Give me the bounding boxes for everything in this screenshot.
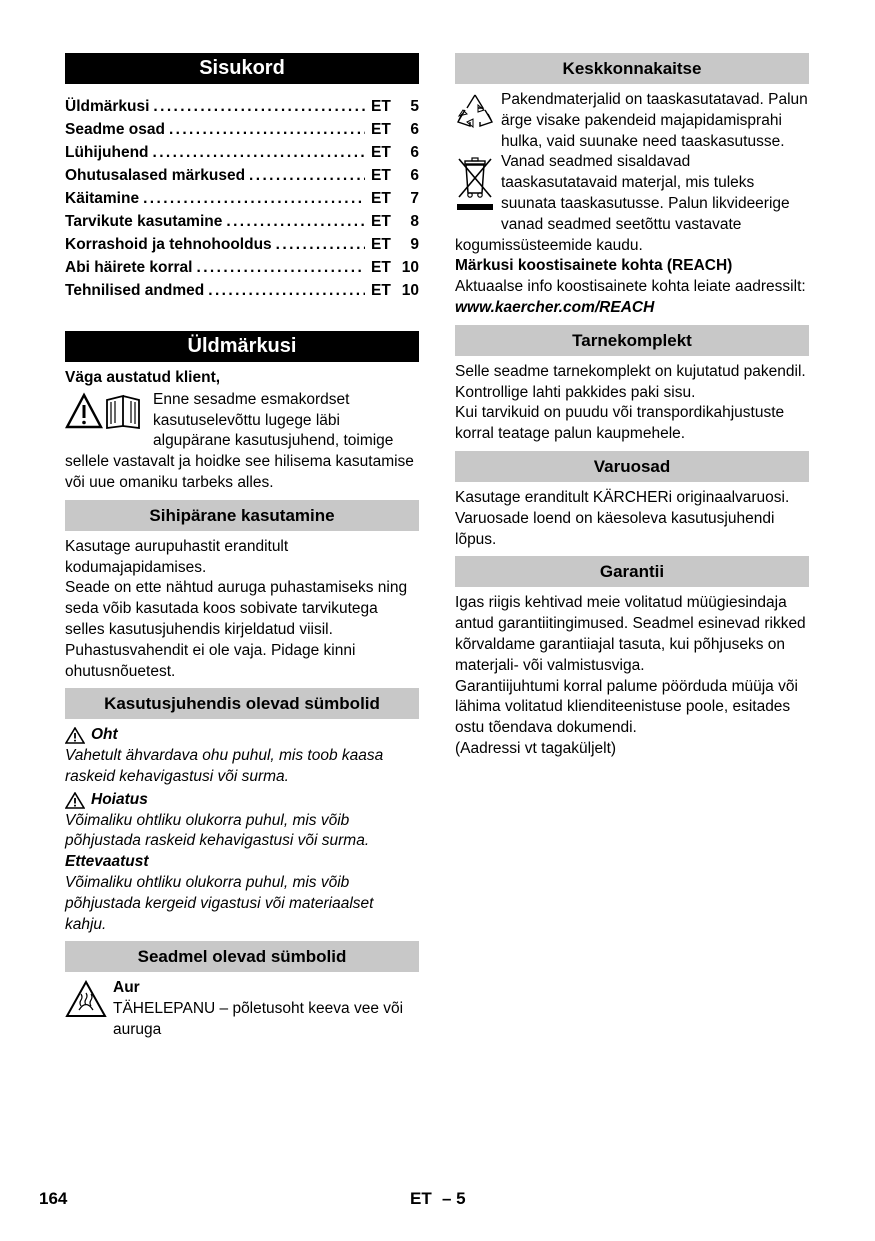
toc-title: Tarvikute kasutamine bbox=[65, 213, 223, 230]
danger-text: Vahetult ähvardava ohu puhul, mis toob kaasa raskeid kehavigastusi või surma. bbox=[65, 747, 384, 785]
toc-leader bbox=[165, 118, 365, 141]
spare-parts-text: Kasutage eranditult KÄRCHERi originaalvaruosi. Varuosade loend on käesoleva kasutusjuhendi lõpus. bbox=[455, 488, 790, 548]
general-text: Enne sesadme esmakordset kasutuselevõttu lugege läbi algupärane kasutusjuhend, toimige sellele vastavalt ja hoidke see hilisema kasutamise või uue omaniku tarbeks alles. bbox=[65, 390, 414, 491]
intended-use-heading: Sihipärane kasutamine bbox=[65, 500, 419, 531]
toc-row[interactable] bbox=[65, 233, 419, 256]
toc-row[interactable] bbox=[65, 164, 419, 187]
toc-leader bbox=[139, 187, 365, 210]
warning-manual-icon bbox=[65, 392, 145, 435]
toc-leader bbox=[204, 279, 365, 302]
toc-row[interactable] bbox=[65, 256, 419, 279]
delivery-heading: Tarnekomplekt bbox=[455, 325, 809, 356]
toc-row[interactable] bbox=[65, 95, 419, 118]
toc-lang: ET bbox=[371, 144, 391, 161]
intended-text-2: Seade on ette nähtud auruga puhastamiseks ning seda võib kasutada koos sobivate tarvikutega selles kasutusjuhendis kirjeldatud viisil. Puhastusvahendit ei ole vaja. Pidage kinni ohutusnõuetest. bbox=[65, 579, 408, 680]
warning-triangle-icon bbox=[65, 792, 85, 809]
steam-block bbox=[65, 978, 419, 1040]
caution-label: Ettevaatust bbox=[65, 853, 149, 871]
device-symbols-heading: Seadmel olevad sümbolid bbox=[65, 941, 419, 972]
warranty-text-1: Igas riigis kehtivad meie volitatud müügiesindaja antud garantiitingimused. Seadmel esinevad rikked kõrvaldame garantiiajal tasuta, kui põhjuseks on materjali- või valmistusviga. bbox=[455, 594, 806, 674]
warning-text: Võimaliku ohtliku olukorra puhul, mis võib põhjustada raskeid kehavigastusi või surma. bbox=[65, 811, 370, 850]
hot-steam-icon bbox=[65, 980, 107, 1023]
toc-page: 10 bbox=[401, 259, 419, 276]
toc-lang: ET bbox=[371, 259, 391, 276]
toc-page: 9 bbox=[410, 236, 419, 253]
warranty-heading: Garantii bbox=[455, 556, 809, 587]
toc-row[interactable] bbox=[65, 279, 419, 302]
page-number: 164 bbox=[39, 1189, 68, 1208]
footer-lang: ET bbox=[410, 1189, 432, 1208]
steam-label: Aur bbox=[113, 979, 140, 997]
reach-heading: Märkusi koostisainete kohta (REACH) bbox=[455, 257, 733, 275]
general-block bbox=[65, 390, 419, 494]
delivery-text-2: Kui tarvikuid on puudu või transpordikahjustuste korral teatage palun kaupmehele. bbox=[455, 404, 785, 443]
toc-page: 6 bbox=[410, 121, 419, 138]
steam-text: TÄHELEPANU – põletusoht keeva vee või auruga bbox=[113, 1000, 404, 1038]
toc-title: Üldmärkusi bbox=[65, 98, 150, 115]
toc-lang: ET bbox=[371, 190, 391, 207]
intended-text-1: Kasutage aurupuhastit eranditult kodumajapidamises. bbox=[65, 537, 289, 576]
toc-lang: ET bbox=[371, 236, 391, 253]
environment-text-1: Pakendmaterjalid on taaskasutatavad. Palun ärge visake pakendeid majapidamisprahi hulka, vaid suunake need taaskasutusse. bbox=[501, 91, 808, 150]
toc-leader bbox=[193, 256, 366, 279]
toc-leader bbox=[272, 233, 365, 256]
toc-row[interactable] bbox=[65, 187, 419, 210]
left-column bbox=[65, 53, 419, 1041]
toc-lang: ET bbox=[371, 167, 391, 184]
toc-leader bbox=[149, 95, 365, 118]
toc-row[interactable] bbox=[65, 118, 419, 141]
toc-leader bbox=[222, 210, 365, 233]
reach-url-link[interactable]: www.kaercher.com/REACH bbox=[455, 298, 655, 316]
toc-heading: Sisukord bbox=[65, 53, 419, 84]
crossed-bin-icon bbox=[455, 155, 495, 218]
spare-parts-heading: Varuosad bbox=[455, 451, 809, 482]
table-of-contents bbox=[65, 95, 419, 302]
danger-label: Oht bbox=[91, 726, 118, 744]
environment-text-2: Vanad seadmed sisaldavad taaskasutatavaid materjal, mis tuleks suunata taaskasutusse. Palun likvideerige vanad seadmed seetõttu vastavate kogumissüsteemide kaudu. bbox=[455, 153, 790, 254]
toc-page: 7 bbox=[410, 190, 419, 207]
toc-leader bbox=[149, 141, 365, 164]
toc-title: Lühijuhend bbox=[65, 144, 149, 161]
delivery-text-1: Selle seadme tarnekomplekt on kujutatud pakendil. Kontrollige lahti pakkides paki sisu. bbox=[455, 362, 806, 401]
warning-label-row bbox=[65, 790, 419, 811]
toc-title: Korrashoid ja tehnohooldus bbox=[65, 236, 272, 253]
toc-page: 10 bbox=[401, 282, 419, 299]
danger-label-row bbox=[65, 725, 419, 746]
right-column bbox=[455, 53, 809, 760]
manual-symbols-heading: Kasutusjuhendis olevad sümbolid bbox=[65, 688, 419, 719]
caution-text: Võimaliku ohtliku olukorra puhul, mis võib põhjustada kergeid vigastusi või materiaalset kahju. bbox=[65, 873, 374, 933]
weee-block bbox=[455, 152, 809, 256]
toc-row[interactable] bbox=[65, 210, 419, 233]
greeting: Väga austatud klient, bbox=[65, 369, 221, 386]
toc-title: Ohutusalased märkused bbox=[65, 167, 246, 184]
toc-title: Käitamine bbox=[65, 190, 140, 207]
toc-lang: ET bbox=[371, 213, 391, 230]
warranty-text-3: (Aadressi vt tagaküljelt) bbox=[455, 739, 617, 757]
recycling-block bbox=[455, 90, 809, 152]
warning-triangle-icon bbox=[65, 727, 85, 744]
warranty-text-2: Garantiijuhtumi korral palume pöörduda müüja või lähima volitatud klienditeenistuse poole, esitades ostu tõendava dokumendi. bbox=[455, 677, 798, 737]
footer-section-page: – 5 bbox=[442, 1189, 466, 1208]
reach-text: Aktuaalse info koostisainete kohta leiate aadressilt: bbox=[455, 278, 806, 296]
recycling-icon bbox=[455, 92, 495, 135]
toc-row[interactable] bbox=[65, 141, 419, 164]
toc-title: Seadme osad bbox=[65, 121, 165, 138]
toc-lang: ET bbox=[371, 98, 391, 115]
toc-title: Abi häirete korral bbox=[65, 259, 193, 276]
toc-page: 6 bbox=[410, 144, 419, 161]
toc-page: 6 bbox=[410, 167, 419, 184]
warning-label: Hoiatus bbox=[91, 790, 148, 808]
toc-lang: ET bbox=[371, 282, 391, 299]
general-heading: Üldmärkusi bbox=[65, 331, 419, 362]
toc-lang: ET bbox=[371, 121, 391, 138]
environment-heading: Keskkonnakaitse bbox=[455, 53, 809, 84]
toc-page: 5 bbox=[410, 98, 419, 115]
toc-page: 8 bbox=[410, 213, 419, 230]
toc-leader bbox=[245, 164, 365, 187]
toc-title: Tehnilised andmed bbox=[65, 282, 205, 299]
